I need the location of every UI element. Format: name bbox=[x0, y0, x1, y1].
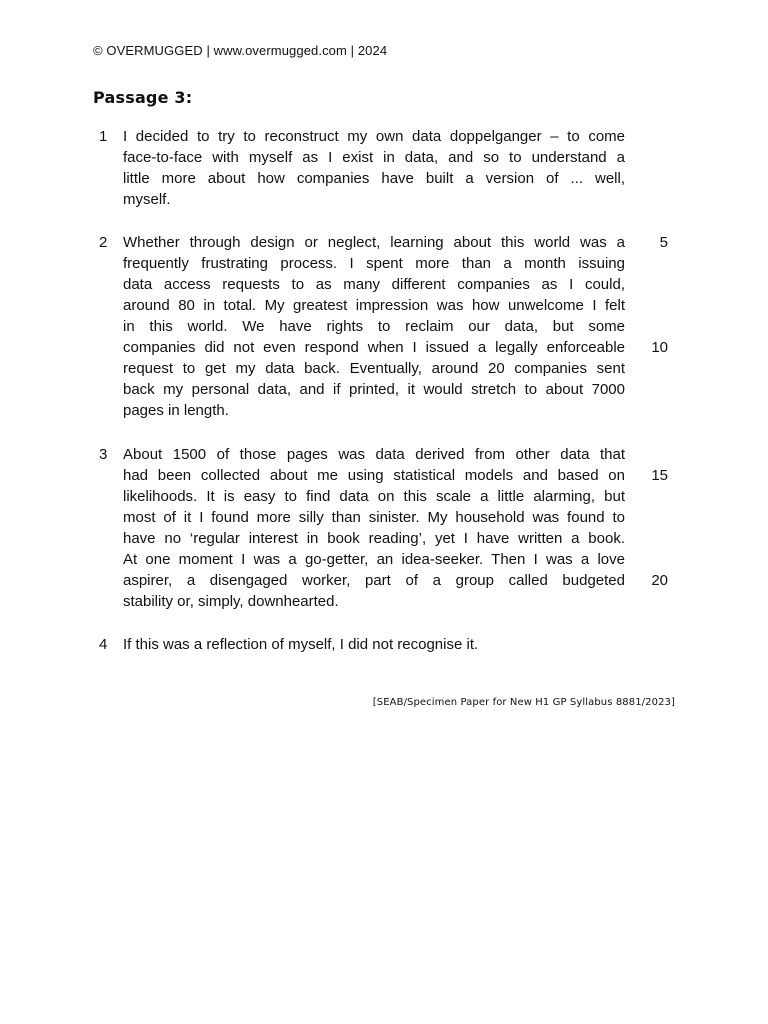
paragraph-line: little more about how companies have built a version of ... well, bbox=[123, 170, 625, 187]
paragraph-line: aspirer, a disengaged worker, part of a group called budgeted bbox=[123, 572, 625, 589]
paragraph-number: 1 bbox=[99, 128, 108, 145]
paragraph-line: Whether through design or neglect, learning about this world was a bbox=[123, 234, 625, 251]
paragraph-line: frequently frustrating process. I spent more than a month issuing bbox=[123, 255, 625, 272]
paragraph-line: had been collected about me using statistical models and based on bbox=[123, 467, 625, 484]
line-number: 20 bbox=[651, 572, 668, 589]
paragraph-line: request to get my data back. Eventually, around 20 companies sent bbox=[123, 360, 625, 377]
paragraph-line: stability or, simply, downhearted. bbox=[123, 593, 339, 610]
paragraph-line: companies did not even respond when I issued a legally enforceable bbox=[123, 339, 625, 356]
paragraph-line: back my personal data, and if printed, it would stretch to about 7000 bbox=[123, 381, 625, 398]
paragraph-line: If this was a reflection of myself, I did not recognise it. bbox=[123, 636, 479, 653]
paragraph-line: myself. bbox=[123, 191, 171, 208]
paragraph-line: around 80 in total. My greatest impression was how unwelcome I felt bbox=[123, 297, 625, 314]
line-number: 15 bbox=[651, 467, 668, 484]
paragraph-line: in this world. We have rights to reclaim our data, but some bbox=[123, 318, 625, 335]
source-citation: [SEAB/Specimen Paper for New H1 GP Syllabus 8881/2023] bbox=[372, 697, 675, 708]
paragraph-line: At one moment I was a go-getter, an idea-seeker. Then I was a love bbox=[123, 551, 625, 568]
paragraph-line: likelihoods. It is easy to find data on this scale a little alarming, but bbox=[123, 488, 625, 505]
line-number: 10 bbox=[651, 339, 668, 356]
paragraph-number: 2 bbox=[99, 234, 108, 251]
page-header-copyright: © OVERMUGGED | www.overmugged.com | 2024 bbox=[93, 43, 388, 58]
paragraph-line: About 1500 of those pages was data derived from other data that bbox=[123, 446, 625, 463]
line-number: 5 bbox=[659, 234, 668, 251]
paragraph-line: have no ‘regular interest in book reading’, yet I have written a book. bbox=[123, 530, 625, 547]
paragraph-line: data access requests to as many different companies as I could, bbox=[123, 276, 625, 293]
passage-title: Passage 3: bbox=[93, 88, 193, 107]
paragraph-line: pages in length. bbox=[123, 402, 229, 419]
paragraph-number: 3 bbox=[99, 446, 108, 463]
paragraph-line: face-to-face with myself as I exist in data, and so to understand a bbox=[123, 149, 625, 166]
paragraph-line: most of it I found more silly than sinister. My household was found to bbox=[123, 509, 625, 526]
paragraph-line: I decided to try to reconstruct my own data doppelganger – to come bbox=[123, 128, 625, 145]
paragraph-number: 4 bbox=[99, 636, 108, 653]
